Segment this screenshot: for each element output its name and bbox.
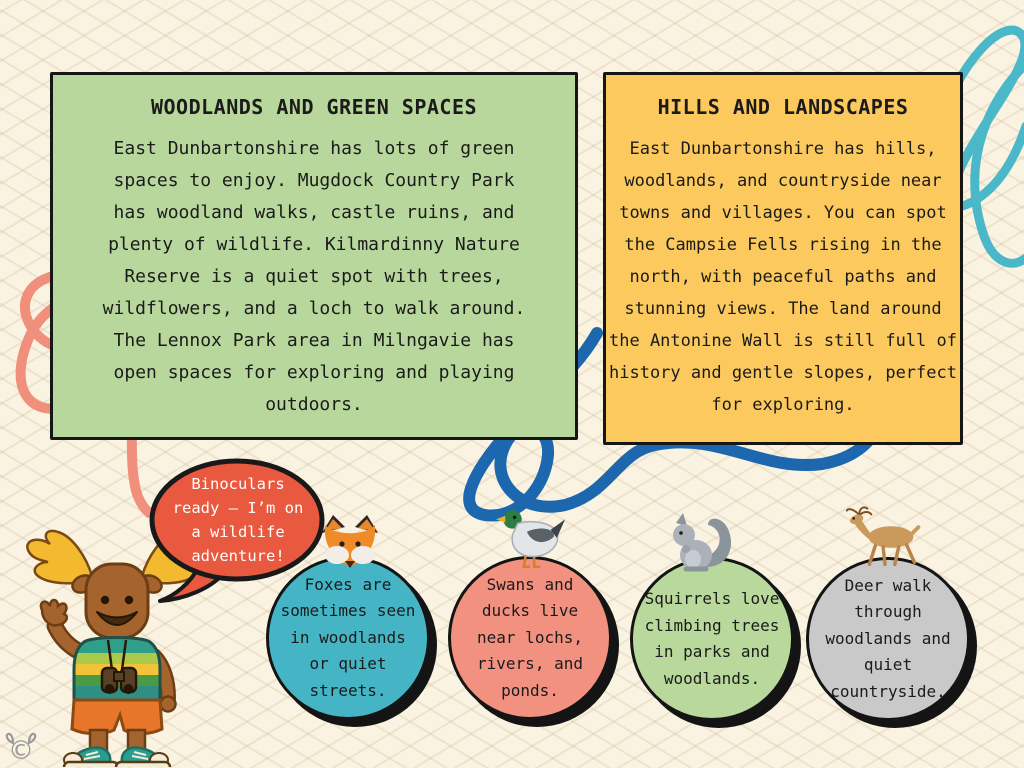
hills-title: HILLS AND LANDSCAPES bbox=[657, 95, 909, 119]
woodlands-title: WOODLANDS AND GREEN SPACES bbox=[150, 95, 478, 119]
fox-icon bbox=[317, 513, 383, 571]
duck-icon bbox=[492, 507, 568, 573]
woodlands-body: East Dunbartonshire has lots of green spaces to enjoy. Mugdock Country Park has woodland walks, castle ruins, and plenty of wildlife. Kilmardinny Nature Reserve is a quiet spot with trees, wildflowers, and a loch to walk around. The Lennox Park area in Milngavie has open spaces for exploring and playing outdoors. bbox=[102, 138, 526, 415]
deer-icon bbox=[840, 505, 934, 569]
deer-fact-text: Deer walk through woodlands and quiet countryside. bbox=[825, 575, 951, 701]
hills-body: East Dunbartonshire has hills, woodlands, and countryside near towns and villages. You can spot the Campsie Fells rising in the north, with peaceful paths and stunning views. The land around the Antonine Wall is still full of history and gentle slopes, perfect for exploring. bbox=[609, 139, 957, 415]
watermark-symbol: © bbox=[8, 736, 34, 766]
fact-circle-duck bbox=[448, 556, 612, 720]
squirrel-fact-text: Squirrels love climbing trees in parks and woodlands. bbox=[644, 589, 780, 688]
fact-circle-squirrel bbox=[630, 557, 794, 721]
duck-fact-text: Swans and ducks live near lochs, rivers, and ponds. bbox=[477, 574, 583, 700]
fact-circle-deer bbox=[806, 557, 970, 721]
info-box-woodlands bbox=[50, 72, 578, 440]
info-box-hills bbox=[603, 72, 963, 445]
copyright-watermark-icon bbox=[2, 730, 40, 766]
fox-fact-text: Foxes are sometimes seen in woodlands or quiet streets. bbox=[280, 574, 416, 700]
squirrel-icon bbox=[658, 511, 738, 575]
speech-bubble bbox=[146, 456, 328, 608]
speech-bubble-text: Binoculars ready – I’m on a wildlife adventure! bbox=[172, 475, 304, 565]
